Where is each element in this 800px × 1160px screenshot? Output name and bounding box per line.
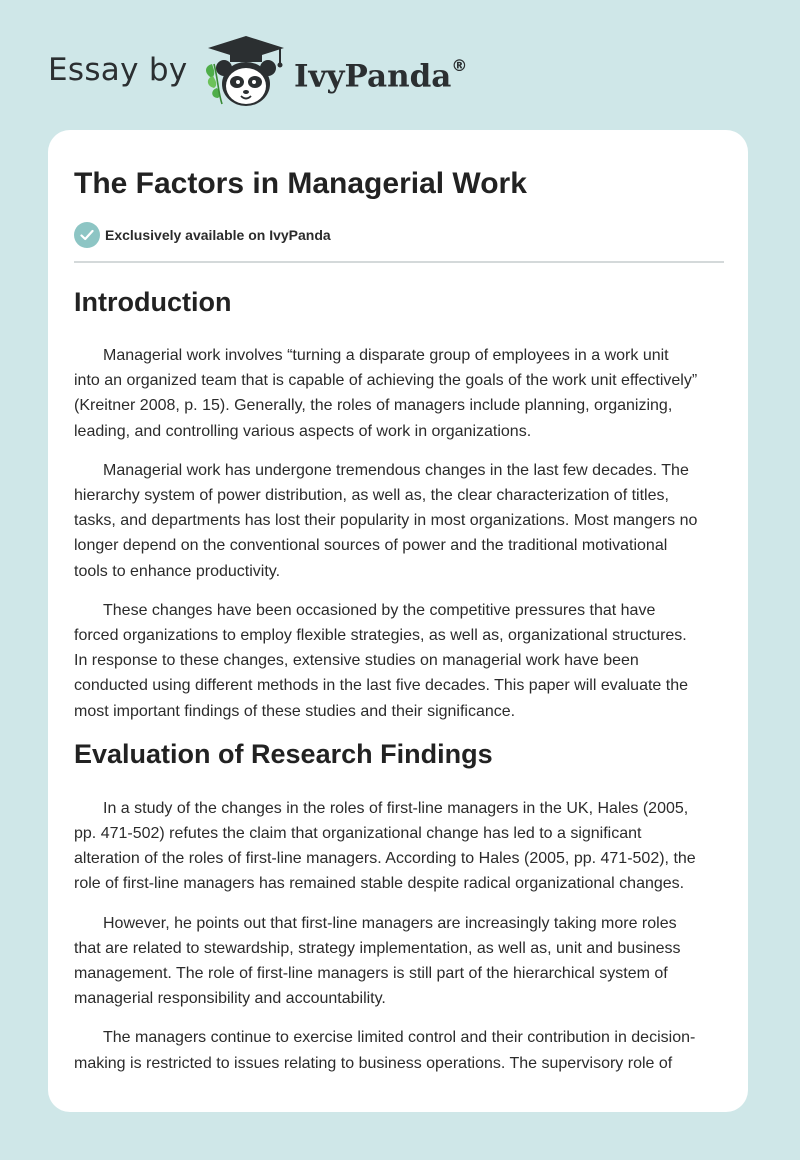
paragraph-line: leading, and controlling various aspects of work in organizations. — [74, 422, 532, 440]
section-heading-introduction: Introduction — [74, 287, 232, 317]
site-header — [0, 0, 800, 130]
paragraph-line: tasks, and departments has lost their popularity in most organizations. Most mangers no — [74, 512, 698, 530]
paragraph-line: In a study of the changes in the roles of first-line managers in the UK, Hales (2005, — [103, 799, 689, 817]
paragraph — [74, 1025, 724, 1075]
essay-body — [74, 280, 724, 1076]
paragraph-line: pp. 471-502) refutes the claim that organizational change has led to a significant — [74, 825, 642, 843]
paragraph-line: that are related to stewardship, strategy implementation, as well as, unit and business — [74, 939, 681, 957]
paragraph-line: hierarchy system of power distribution, as well as, the clear characterization of titles, — [74, 487, 669, 505]
paragraph-line: Managerial work has undergone tremendous changes in the last few decades. The — [103, 461, 689, 479]
brand-text: IvyPanda — [294, 58, 452, 95]
paragraph — [74, 911, 724, 1012]
paragraph — [74, 598, 724, 724]
ivypanda-logo-icon[interactable] — [200, 34, 292, 110]
paragraph-line: managerial responsibility and accountability. — [74, 990, 386, 1008]
paragraph-line: (Kreitner 2008, p. 15). Generally, the roles of managers include planning, organizing, — [74, 397, 673, 415]
paragraph-line: forced organizations to employ flexible strategies, as well as, organizational structures. — [74, 627, 687, 645]
exclusive-badge — [74, 222, 331, 248]
paragraph-line: These changes have been occasioned by the competitive pressures that have — [103, 601, 656, 619]
brand-name[interactable] — [294, 50, 467, 96]
paragraph-line: into an organized team that is capable of achieving the goals of the work unit effectively” — [74, 372, 698, 390]
paragraph-line: alteration of the roles of first-line managers. According to Hales (2005, pp. 471-502), the — [74, 850, 696, 868]
check-icon — [74, 222, 100, 248]
paragraph-line: conducted using different methods in the last five decades. This paper will evaluate the — [74, 677, 689, 695]
section-heading-evaluation: Evaluation of Research Findings — [74, 738, 493, 769]
paragraph-line: However, he points out that first-line managers are increasingly taking more roles — [103, 914, 677, 932]
paragraph-line: The managers continue to exercise limited control and their contribution in decision- — [103, 1029, 696, 1047]
paragraph-line: role of first-line managers has remained stable despite radical organizational changes. — [74, 875, 685, 893]
paragraph-line: tools to enhance productivity. — [74, 562, 281, 580]
trademark-symbol: ® — [451, 56, 468, 75]
essay-card — [48, 130, 748, 1112]
paragraph — [74, 796, 724, 897]
paragraph-line: In response to these changes, extensive studies on managerial work have been — [74, 652, 639, 670]
exclusive-badge-label: Exclusively available on IvyPanda — [105, 227, 331, 243]
paragraph-line: longer depend on the conventional sources of power and the traditional motivational — [74, 537, 668, 555]
paragraph-line: management. The role of first-line managers is still part of the hierarchical system of — [74, 965, 668, 983]
essay-title: The Factors in Managerial Work — [74, 167, 527, 200]
paragraph-line: Managerial work involves “turning a disparate group of employees in a work unit — [103, 347, 669, 364]
paragraph-line: most important findings of these studies and their significance. — [74, 702, 516, 720]
title-divider — [74, 261, 724, 263]
paragraph-line: making is restricted to issues relating to business operations. The supervisory role of — [74, 1054, 673, 1072]
paragraph — [74, 343, 724, 444]
paragraph — [74, 458, 724, 584]
essay-by-text: Essay by — [48, 52, 188, 88]
